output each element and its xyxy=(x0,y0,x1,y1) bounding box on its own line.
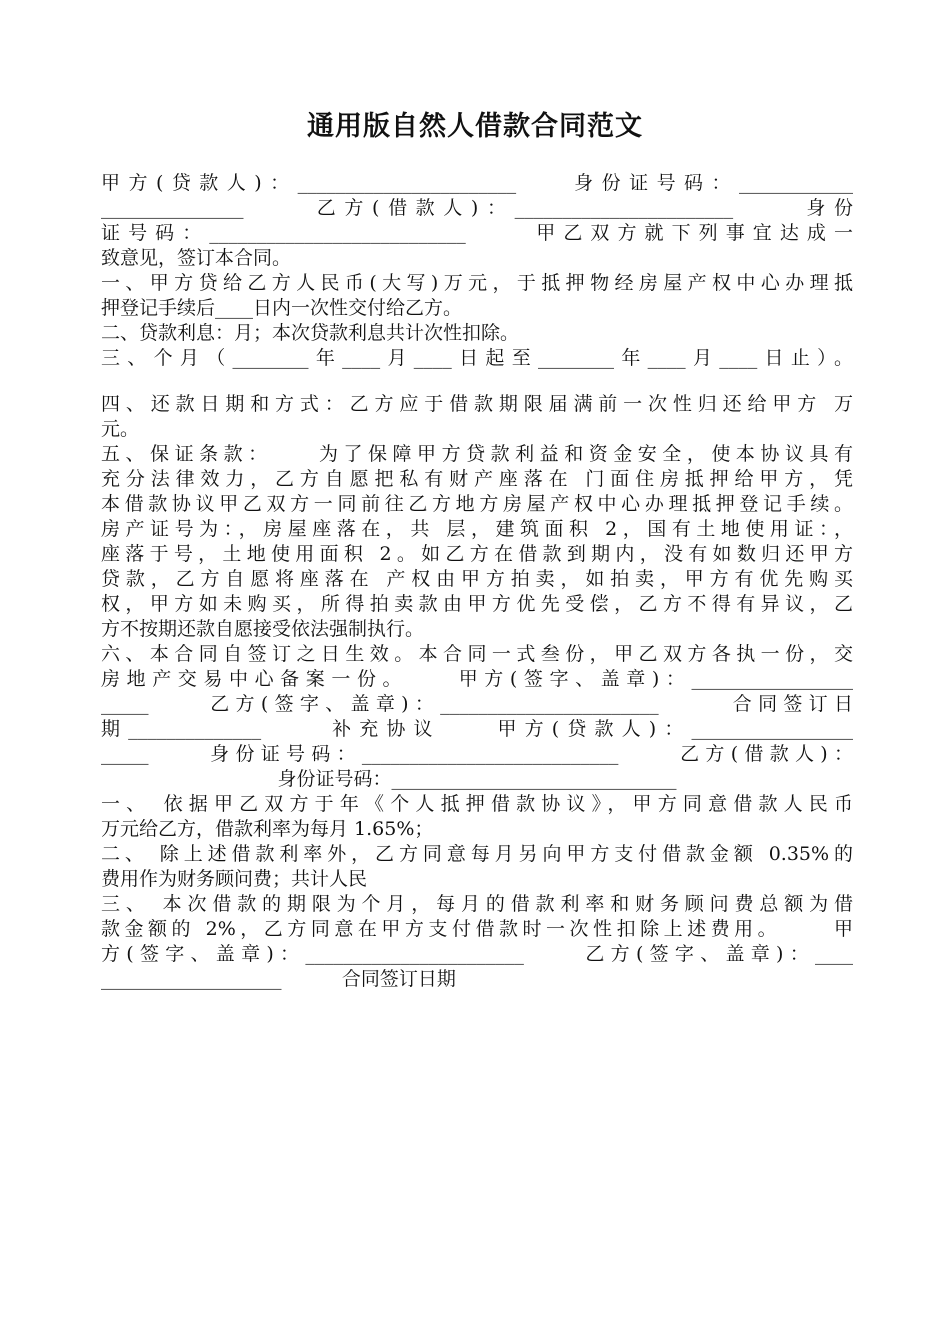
clause-4-line: 元。 xyxy=(101,418,140,440)
clause-5-line: 充分法律效力，乙方自愿把私有财产座落在 门面住房抵押给甲方，凭 xyxy=(101,468,853,490)
clause-1-line: 押登记手续后____日内一次性交付给乙方。 xyxy=(101,297,463,319)
supplement-clause-1-line: 万元给乙方，借款利率为每月 1.65%； xyxy=(101,818,434,840)
supplement-clause-1-line: 一、 依据甲乙双方于年《个人抵押借款协议》，甲方同意借款人民币 xyxy=(101,793,853,815)
clause-3-line: 三、个月（________年____月____日起至________年____月____日止）。 xyxy=(101,347,853,369)
party-b-line: _______________ 乙方(借款人)：_______________________ 身份 xyxy=(101,197,853,219)
supplement-clause-3-line: 款金额的 2%，乙方同意在甲方支付借款时一次性扣除上述费用。 甲 xyxy=(101,918,853,940)
clause-5-line: 五、保证条款： 为了保障甲方贷款利益和资金安全，使本协议具有 xyxy=(101,443,853,465)
clause-5-line: 权，甲方如未购买，所得拍卖款由甲方优先受偿，乙方不得有异议，乙 xyxy=(101,593,853,615)
clause-1-line: 一、甲方贷给乙方人民币(大写)万元，于抵押物经房屋产权中心办理抵 xyxy=(101,272,853,294)
supplement-clause-2-line: 二、 除上述借款利率外，乙方同意每月另向甲方支付借款金额 0.35%的 xyxy=(101,843,853,865)
supplement-clause-3-line: 三、 本次借款的期限为个月，每月的借款利率和财务顾问费总额为借 xyxy=(101,893,853,915)
clause-5-line: 座落于号，土地使用面积 2。如乙方在借款到期内，没有如数归还甲方 xyxy=(101,543,853,565)
clause-5-line: 方不按期还款自愿接受依法强制执行。 xyxy=(101,618,425,640)
clause-4-line: 四、还款日期和方式：乙方应于借款期限届满前一次性归还给甲方 万 xyxy=(101,393,853,415)
supplement-line: 期______________ 补充协议 甲方(贷款人)：_________________ xyxy=(101,718,853,740)
party-a-line: 甲方(贷款人)：_______________________ 身份证号码：____________ xyxy=(101,172,853,194)
clause-2-line: 二、贷款利息：月；本次贷款利息共计次性扣除。 xyxy=(101,322,520,344)
agreement-line: 致意见，签订本合同。 xyxy=(101,247,292,269)
clause-5-line: 房产证号为：，房屋座落在，共 层，建筑面积 2，国有土地使用证：， xyxy=(101,518,853,540)
clause-5-line: 贷款，乙方自愿将座落在 产权由甲方拍卖，如拍卖，甲方有优先购买 xyxy=(101,568,853,590)
paragraph-gap xyxy=(101,371,853,392)
signature-line: _____ 乙方(签字、盖章)：_______________________ 合同签订日 xyxy=(101,693,853,715)
supplement-clause-2-line: 费用作为财务顾问费；共计人民 xyxy=(101,868,368,890)
supplement-line: _____ 身份证号码：___________________________ 乙方(借款人)： xyxy=(101,743,853,765)
contract-body xyxy=(101,171,853,992)
clause-5-line: 本借款协议甲乙双方一同前往乙方地方房屋产权中心办理抵押登记手续。 xyxy=(101,493,853,515)
document-title: 通用版自然人借款合同范文 xyxy=(307,111,643,142)
final-signature-line: 方(签字、盖章)：_______________________ 乙方(签字、盖章)：____ xyxy=(101,943,853,965)
supplement-line: 身份证号码：______________________________ xyxy=(277,768,677,790)
signature-line: 房地产交易中心备案一份。 甲方(签字、盖章)：_________________ xyxy=(101,668,853,690)
id-number-line: 证号码：___________________________ 甲乙双方就下列事宜达成一 xyxy=(101,222,853,244)
final-signature-line: ___________________ 合同签订日期 xyxy=(101,968,456,990)
clause-6-line: 六、本合同自签订之日生效。本合同一式叁份，甲乙双方各执一份，交 xyxy=(101,643,853,665)
